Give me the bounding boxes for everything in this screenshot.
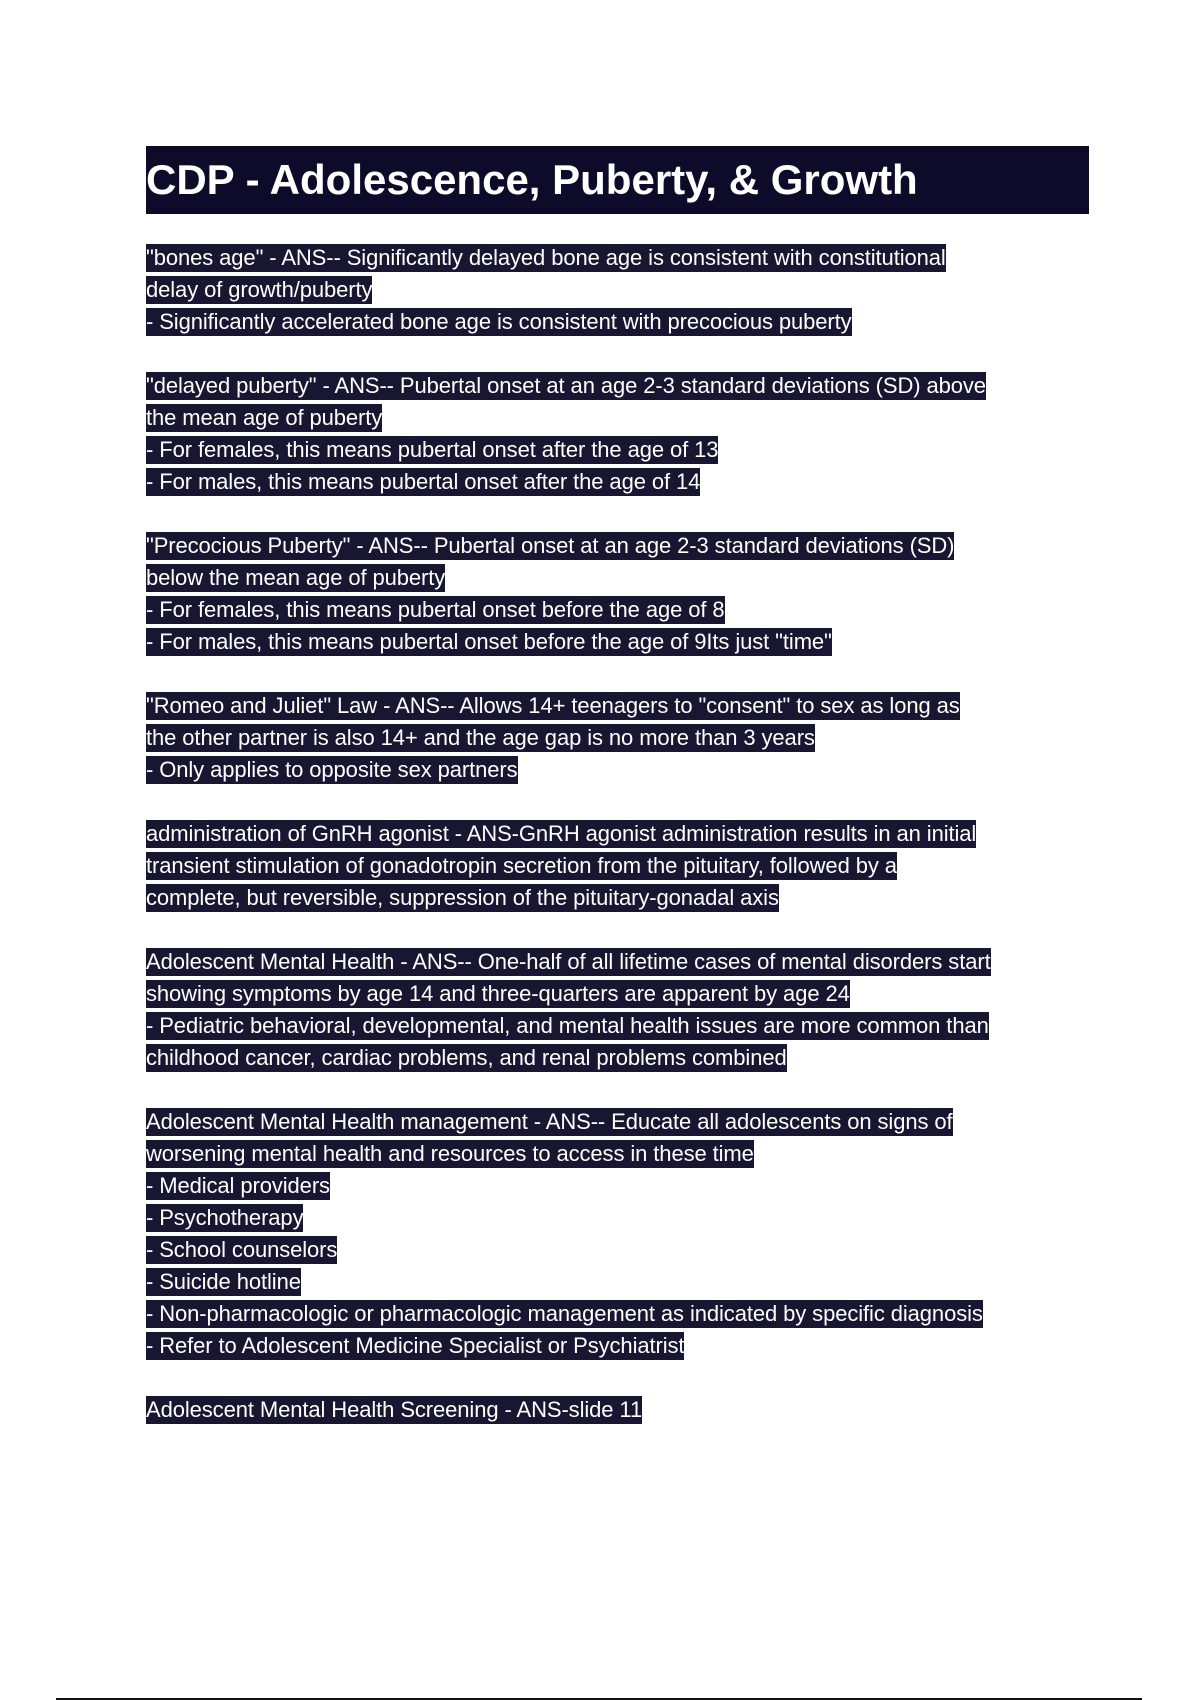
entry-text-line: - Suicide hotline: [146, 1269, 301, 1294]
entry-text-line: administration of GnRH agonist - ANS-GnRH agonist administration results in an initial: [146, 821, 977, 846]
entry-text-line: complete, but reversible, suppression of the pituitary-gonadal axis: [146, 885, 779, 910]
entry-text-line: the other partner is also 14+ and the age gap is no more than 3 years: [146, 725, 815, 750]
document-title: CDP - Adolescence, Puberty, & Growth: [146, 156, 918, 203]
entry-text-line: - For females, this means pubertal onset after the age of 13: [146, 437, 719, 462]
flashcard-entry-adolescent-mental-health: [146, 948, 1106, 1076]
entry-text-line: "delayed puberty" - ANS-- Pubertal onset at an age 2-3 standard deviations (SD) above: [146, 373, 986, 398]
entry-text-line: - For males, this means pubertal onset after the age of 14: [146, 469, 701, 494]
flashcard-entry-precocious-puberty: [146, 532, 1106, 660]
flashcard-entry-romeo-juliet-law: [146, 692, 1106, 788]
entry-text-line: showing symptoms by age 14 and three-quarters are apparent by age 24: [146, 981, 850, 1006]
entry-text-line: delay of growth/puberty: [146, 277, 373, 302]
entry-text-line: transient stimulation of gonadotropin secretion from the pituitary, followed by a: [146, 853, 897, 878]
entry-text-line: "Romeo and Juliet" Law - ANS-- Allows 14+ teenagers to "consent" to sex as long as: [146, 693, 960, 718]
flashcard-entry-gnrh-agonist: [146, 820, 1106, 916]
title-banner: [146, 146, 1089, 214]
entry-text-line: Adolescent Mental Health management - ANS-- Educate all adolescents on signs of: [146, 1109, 953, 1134]
entry-text-line: "bones age" - ANS-- Significantly delayed bone age is consistent with constitutional: [146, 245, 946, 270]
entry-text-line: - For males, this means pubertal onset before the age of 9Its just "time": [146, 629, 832, 654]
entry-text-line: - Pediatric behavioral, developmental, and mental health issues are more common than: [146, 1013, 989, 1038]
entry-text-line: "Precocious Puberty" - ANS-- Pubertal onset at an age 2-3 standard deviations (SD): [146, 533, 955, 558]
entry-text-line: - For females, this means pubertal onset before the age of 8: [146, 597, 725, 622]
flashcard-entry-mental-health-management: [146, 1108, 1106, 1364]
entry-text-line: - Medical providers: [146, 1173, 330, 1198]
entry-text-line: - Non-pharmacologic or pharmacologic management as indicated by specific diagnosis: [146, 1301, 983, 1326]
entry-text-line: worsening mental health and resources to access in these time: [146, 1141, 754, 1166]
entry-text-line: - Significantly accelerated bone age is consistent with precocious puberty: [146, 309, 852, 334]
entry-text-line: the mean age of puberty: [146, 405, 383, 430]
entry-text-line: - School counselors: [146, 1237, 338, 1262]
flashcard-entry-bones-age: [146, 244, 1106, 340]
entry-text-line: below the mean age of puberty: [146, 565, 446, 590]
flashcard-entry-delayed-puberty: [146, 372, 1106, 500]
entry-text-line: Adolescent Mental Health Screening - ANS-slide 11: [146, 1397, 643, 1422]
entry-text-line: - Psychotherapy: [146, 1205, 304, 1230]
entry-text-line: Adolescent Mental Health - ANS-- One-half of all lifetime cases of mental disorders start: [146, 949, 991, 974]
flashcard-entry-mental-health-screening: [146, 1396, 1106, 1428]
entry-text-line: childhood cancer, cardiac problems, and renal problems combined: [146, 1045, 787, 1070]
entry-text-line: - Only applies to opposite sex partners: [146, 757, 518, 782]
flashcard-list: [146, 244, 1106, 1460]
entry-text-line: - Refer to Adolescent Medicine Specialist or Psychiatrist: [146, 1333, 685, 1358]
